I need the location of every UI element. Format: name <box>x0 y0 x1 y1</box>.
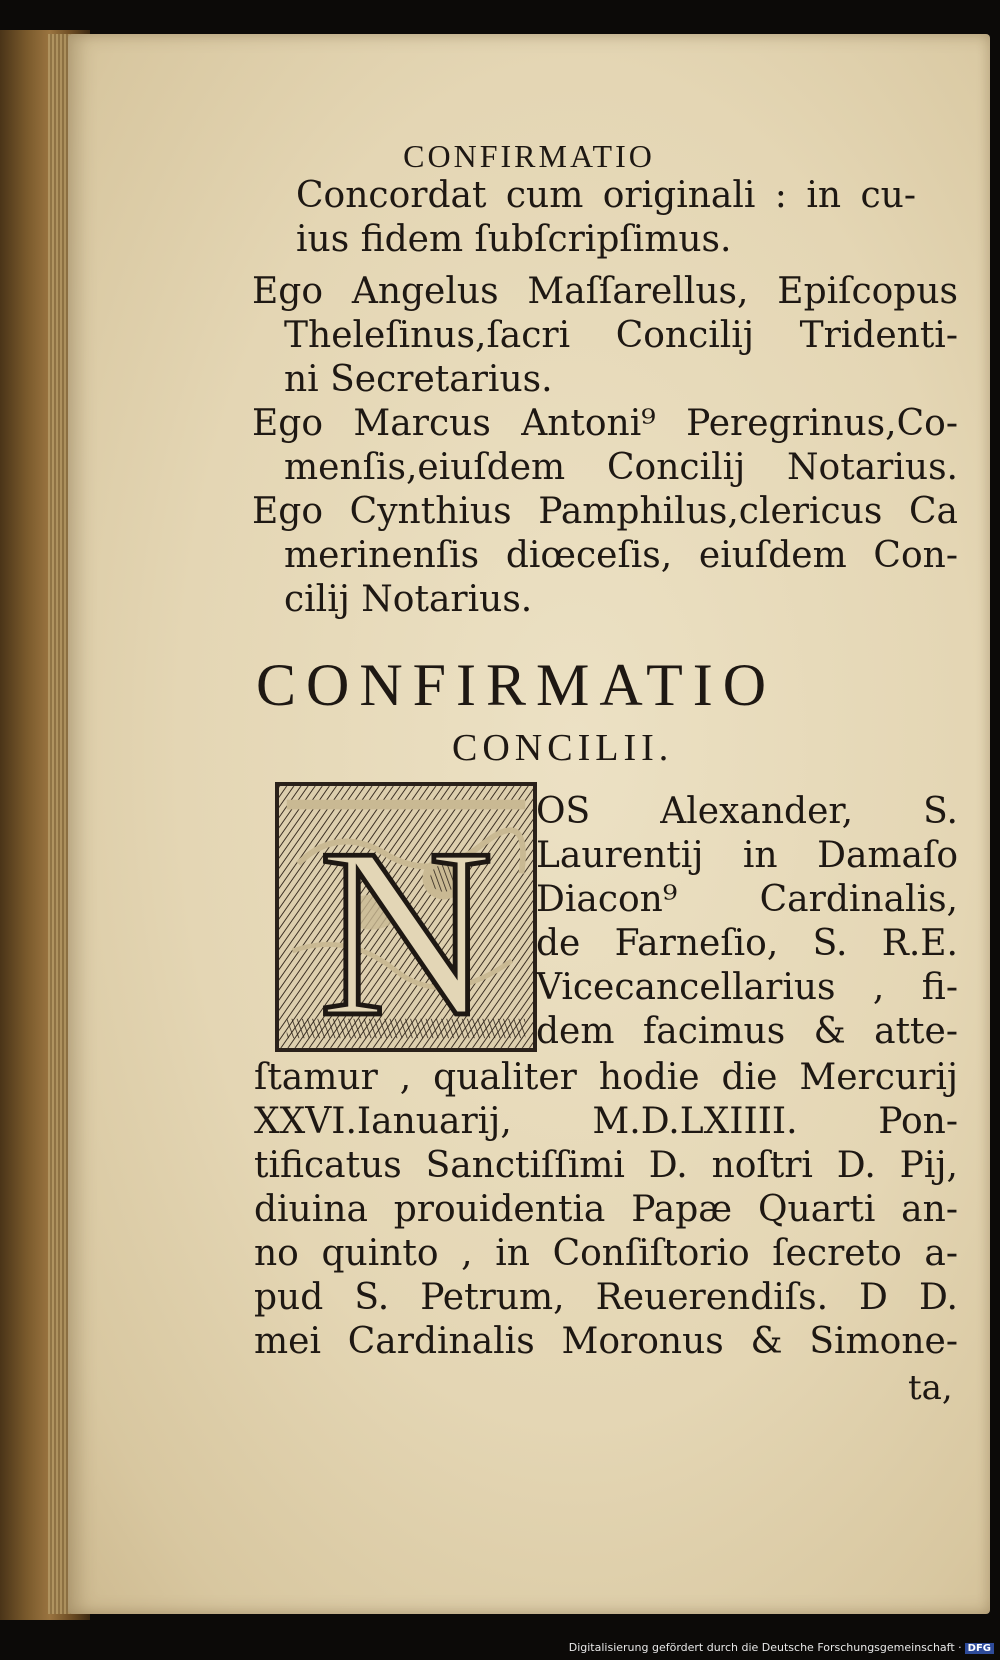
text-line: ius fidem ſubſcripſimus. <box>296 219 732 260</box>
text-line: ſtamur , qualiter hodie die Mercurij <box>254 1057 958 1098</box>
signature-line: menſis,eiuſdem Concilij Notarius. <box>284 447 958 488</box>
catchword: ta, <box>908 1368 953 1408</box>
text-line: Vicecancellarius , fi- <box>536 967 958 1008</box>
text-line: dem facimus & atte- <box>536 1011 958 1052</box>
digitization-credit <box>569 1641 994 1654</box>
section-title: CONFIRMATIO <box>256 652 777 718</box>
text-line: Laurentij in Damaſo <box>536 835 958 876</box>
text-line: no quinto , in Conſiſtorio ſecreto a- <box>254 1233 958 1274</box>
page-text <box>68 34 990 1614</box>
initial-letter: N <box>318 798 494 1048</box>
signature-line: Theleſinus,ſacri Concilij Tridenti- <box>284 315 958 356</box>
text-line: Diacon⁹ Cardinalis, <box>536 879 958 920</box>
signature-line: Ego Marcus Antoni⁹ Peregrinus,Co- <box>252 403 958 444</box>
text-line: OS Alexander, S. <box>536 791 958 832</box>
section-subtitle: CONCILII. <box>452 727 674 769</box>
text-line: tificatus Sanctiſſimi D. noſtri D. Pij, <box>254 1145 958 1186</box>
signature-line: cilij Notarius. <box>284 579 533 620</box>
text-line: pud S. Petrum, Reuerendiſs. D D. <box>254 1277 958 1318</box>
text-line: XXVI.Ianuarij, M.D.LXIIII. Pon- <box>254 1101 958 1142</box>
signature-line: ni Secretarius. <box>284 359 553 400</box>
signature-line: Ego Angelus Maſſarellus, Epiſcopus <box>252 271 958 312</box>
credit-text: Digitalisierung gefördert durch die Deutsche Forschungsgemeinschaft · <box>568 1641 962 1654</box>
text-line: Concordat cum originali : in cu- <box>296 175 916 216</box>
woodcut-ornament <box>279 786 533 1048</box>
decorated-initial <box>275 782 537 1052</box>
signature-line: Ego Cynthius Pamphilus,clericus Ca <box>252 491 958 532</box>
text-line: mei Cardinalis Moronus & Simone- <box>254 1321 958 1362</box>
book-page <box>68 34 990 1614</box>
running-head: CONFIRMATIO <box>403 138 655 174</box>
text-line: diuina prouidentia Papæ Quarti an- <box>254 1189 958 1230</box>
signature-line: merinenſis diœceſis, eiuſdem Con- <box>284 535 958 576</box>
text-line: de Farneſio, S. R.E. <box>536 923 958 964</box>
dfg-logo: DFG <box>965 1643 994 1654</box>
